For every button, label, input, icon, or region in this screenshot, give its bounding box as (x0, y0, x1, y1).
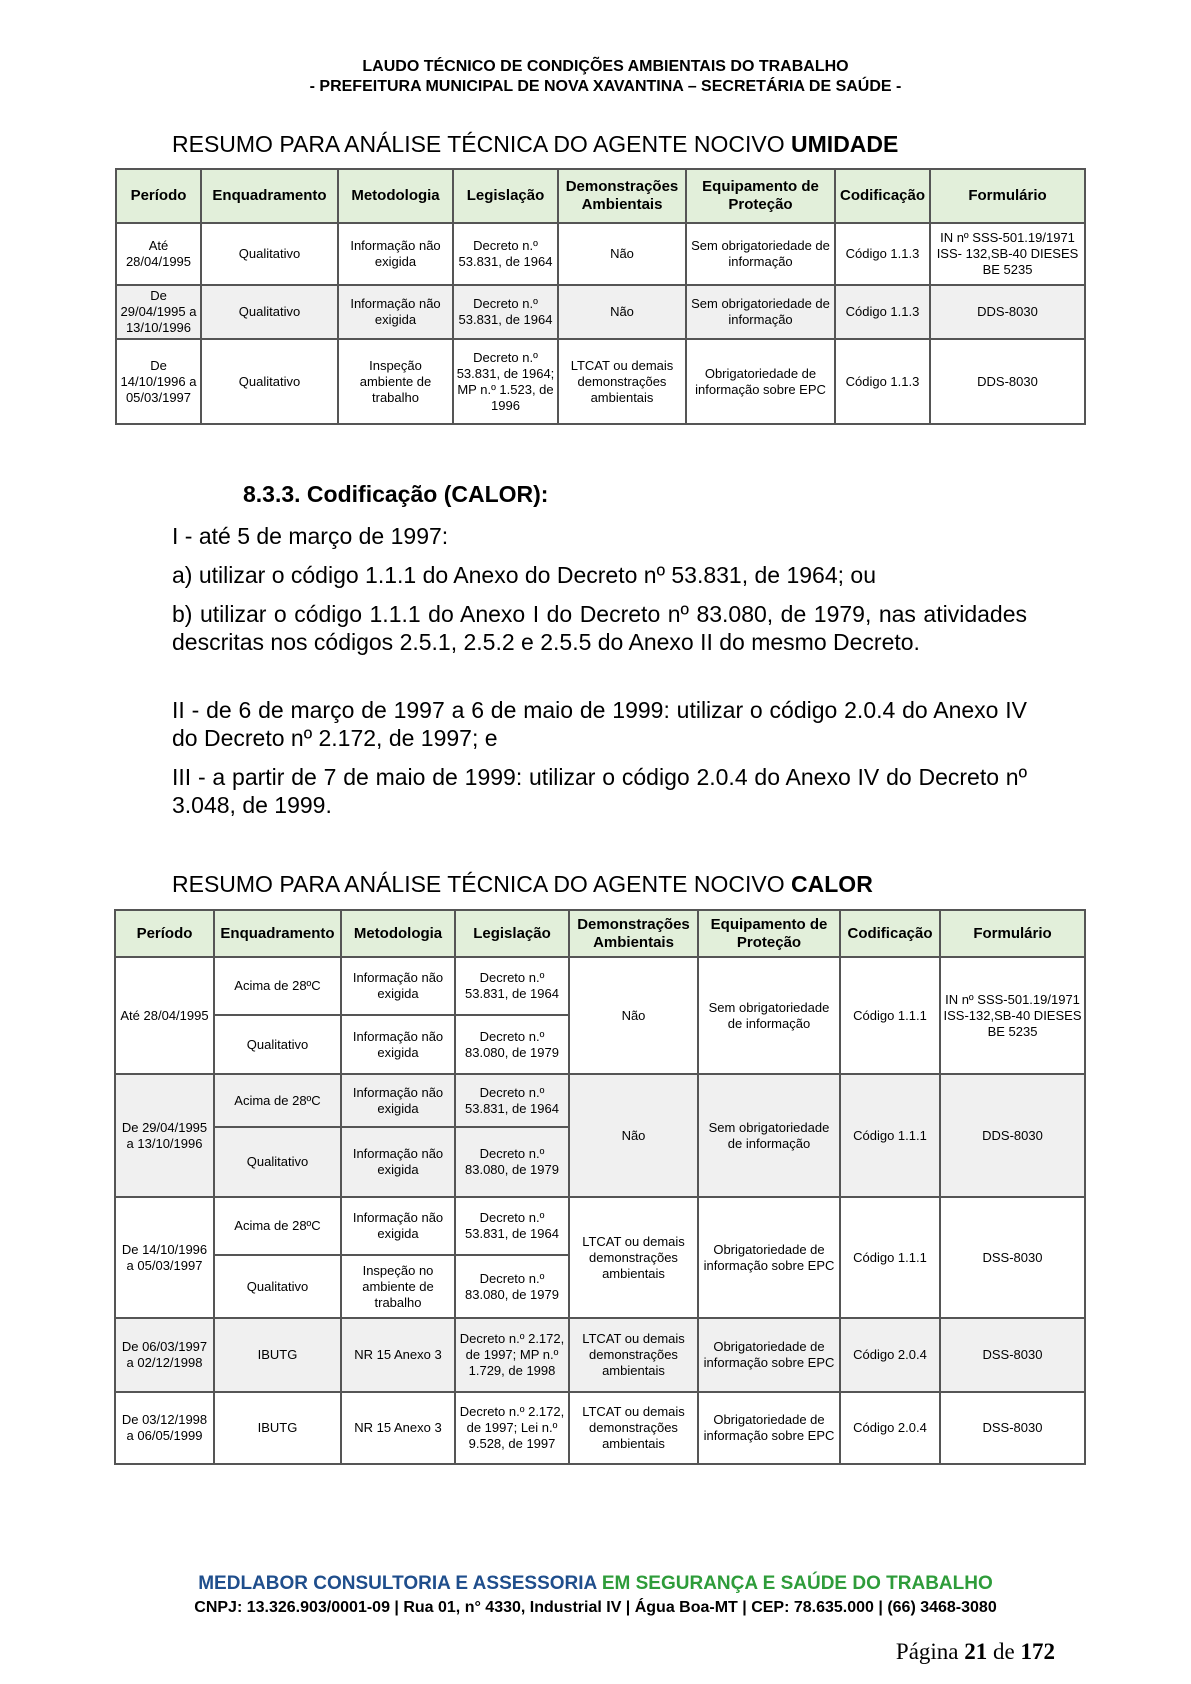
calor-header-cell: Codificação (840, 910, 940, 957)
calor-cell-equipamento: Obrigatoriedade de informação sobre EPC (698, 1392, 840, 1464)
umidade-table (115, 168, 1086, 425)
calor-row (115, 1074, 1085, 1127)
umidade-cell-metodologia: Informação não exigida (338, 285, 453, 339)
calor-cell-metodologia: Inspeção no ambiente de trabalho (341, 1255, 455, 1318)
umidade-cell-codificacao: Código 1.1.3 (835, 223, 930, 285)
calor-cell-metodologia: Informação não exigida (341, 957, 455, 1015)
umidade-row (116, 285, 1085, 339)
umidade-cell-codificacao: Código 1.1.3 (835, 339, 930, 424)
calor-cell-legislacao: Decreto n.º 83.080, de 1979 (455, 1127, 569, 1197)
header-line-1: LAUDO TÉCNICO DE CONDIÇÕES AMBIENTAIS DO TRABALHO (362, 58, 849, 75)
umidade-table-title (172, 130, 898, 158)
umidade-header-cell: Legislação (453, 169, 558, 223)
calor-cell-metodologia: NR 15 Anexo 3 (341, 1318, 455, 1392)
calor-title-agent: CALOR (791, 871, 873, 897)
calor-title-prefix: RESUMO PARA ANÁLISE TÉCNICA DO AGENTE NOCIVO (172, 871, 792, 897)
umidade-cell-periodo: Até 28/04/1995 (116, 223, 201, 285)
umidade-cell-enquadramento: Qualitativo (201, 223, 338, 285)
umidade-cell-equipamento: Sem obrigatoriedade de informação (686, 285, 835, 339)
calor-row (115, 1197, 1085, 1255)
header-line-2: - PREFEITURA MUNICIPAL DE NOVA XAVANTINA – SECRETÁRIA DE SAÚDE - (309, 78, 902, 95)
calor-cell-legislacao: Decreto n.º 83.080, de 1979 (455, 1015, 569, 1074)
footer-company-area: EM SEGURANÇA E SAÚDE DO TRABALHO (601, 1573, 993, 1594)
umidade-title-agent: UMIDADE (791, 131, 899, 157)
calor-cell-codificacao: Código 2.0.4 (840, 1392, 940, 1464)
calor-header-cell: Equipamento de Proteção (698, 910, 840, 957)
calor-cell-metodologia: Informação não exigida (341, 1127, 455, 1197)
calor-cell-enquadramento: Qualitativo (214, 1255, 341, 1318)
footer-company-name: MEDLABOR CONSULTORIA E ASSESSORIA (198, 1573, 602, 1594)
umidade-cell-formulario: IN nº SSS-501.19/1971 ISS- 132,SB-40 DIESES BE 5235 (930, 223, 1085, 285)
calor-cell-legislacao: Decreto n.º 2.172, de 1997; Lei n.º 9.528, de 1997 (455, 1392, 569, 1464)
calor-cell-codificacao: Código 1.1.1 (840, 957, 940, 1074)
umidade-cell-enquadramento: Qualitativo (201, 285, 338, 339)
calor-header-cell: Metodologia (341, 910, 455, 957)
calor-cell-codificacao: Código 1.1.1 (840, 1197, 940, 1318)
calor-cell-demonstracoes: LTCAT ou demais demonstrações ambientais (569, 1197, 698, 1318)
codificacao-paragraph-4: II - de 6 de março de 1997 a 6 de maio de 1999: utilizar o código 2.0.4 do Anexo IV do Decreto nº 2.172, de 1997; e (172, 697, 1027, 751)
calor-header-cell: Formulário (940, 910, 1085, 957)
calor-cell-enquadramento: Qualitativo (214, 1015, 341, 1074)
page-number (896, 1639, 1055, 1665)
calor-header-cell: Período (115, 910, 214, 957)
calor-cell-legislacao: Decreto n.º 53.831, de 1964 (455, 1197, 569, 1255)
calor-cell-metodologia: Informação não exigida (341, 1015, 455, 1074)
calor-table (114, 909, 1086, 1465)
umidade-cell-formulario: DDS-8030 (930, 339, 1085, 424)
codificacao-heading: 8.3.3. Codificação (CALOR): (243, 481, 549, 507)
calor-header-cell: Legislação (455, 910, 569, 957)
calor-row (115, 957, 1085, 1015)
calor-cell-demonstracoes: LTCAT ou demais demonstrações ambientais (569, 1318, 698, 1392)
calor-cell-equipamento: Obrigatoriedade de informação sobre EPC (698, 1197, 840, 1318)
calor-cell-enquadramento: Acima de 28ºC (214, 1197, 341, 1255)
calor-cell-legislacao: Decreto n.º 53.831, de 1964 (455, 1074, 569, 1127)
umidade-header-cell: Demonstrações Ambientais (558, 169, 686, 223)
calor-cell-demonstracoes: Não (569, 1074, 698, 1197)
calor-cell-periodo: De 03/12/1998 a 06/05/1999 (115, 1392, 214, 1464)
calor-table-title (172, 870, 873, 898)
codificacao-paragraph-1: I - até 5 de março de 1997: (172, 523, 449, 549)
calor-cell-codificacao: Código 1.1.1 (840, 1074, 940, 1197)
calor-cell-legislacao: Decreto n.º 2.172, de 1997; MP n.º 1.729, de 1998 (455, 1318, 569, 1392)
calor-row (115, 1318, 1085, 1392)
calor-cell-enquadramento: Qualitativo (214, 1127, 341, 1197)
umidade-cell-equipamento: Obrigatoriedade de informação sobre EPC (686, 339, 835, 424)
umidade-cell-demonstracoes: LTCAT ou demais demonstrações ambientais (558, 339, 686, 424)
umidade-header-cell: Metodologia (338, 169, 453, 223)
umidade-cell-legislacao: Decreto n.º 53.831, de 1964; MP n.º 1.523, de 1996 (453, 339, 558, 424)
umidade-cell-codificacao: Código 1.1.3 (835, 285, 930, 339)
calor-cell-codificacao: Código 2.0.4 (840, 1318, 940, 1392)
umidade-header-cell: Formulário (930, 169, 1085, 223)
page-word: Página (895, 1639, 965, 1664)
umidade-header-cell: Codificação (835, 169, 930, 223)
umidade-title-prefix: RESUMO PARA ANÁLISE TÉCNICA DO AGENTE NOCIVO (172, 131, 792, 157)
calor-cell-legislacao: Decreto n.º 83.080, de 1979 (455, 1255, 569, 1318)
umidade-cell-demonstracoes: Não (558, 285, 686, 339)
calor-cell-enquadramento: IBUTG (214, 1392, 341, 1464)
calor-cell-equipamento: Obrigatoriedade de informação sobre EPC (698, 1318, 840, 1392)
calor-cell-formulario: IN nº SSS-501.19/1971 ISS-132,SB-40 DIESES BE 5235 (940, 957, 1085, 1074)
calor-header-row (115, 910, 1085, 957)
calor-cell-enquadramento: Acima de 28ºC (214, 1074, 341, 1127)
calor-cell-demonstracoes: Não (569, 957, 698, 1074)
calor-cell-formulario: DDS-8030 (940, 1074, 1085, 1197)
footer-address: CNPJ: 13.326.903/0001-09 | Rua 01, n° 4330, Industrial IV | Água Boa-MT | CEP: 78.635.000 | (66) 3468-3080 (194, 1599, 997, 1616)
calor-cell-formulario: DSS-8030 (940, 1197, 1085, 1318)
umidade-cell-enquadramento: Qualitativo (201, 339, 338, 424)
calor-cell-metodologia: Informação não exigida (341, 1074, 455, 1127)
umidade-header-row (116, 169, 1085, 223)
page-of: de (987, 1639, 1021, 1664)
umidade-cell-periodo: De 29/04/1995 a 13/10/1996 (116, 285, 201, 339)
umidade-row (116, 339, 1085, 424)
calor-cell-equipamento: Sem obrigatoriedade de informação (698, 1074, 840, 1197)
page-current: 21 (964, 1639, 988, 1664)
calor-cell-periodo: Até 28/04/1995 (115, 957, 214, 1074)
codificacao-paragraph-5: III - a partir de 7 de maio de 1999: utilizar o código 2.0.4 do Anexo IV do Decreto nº 3.048, de 1999. (172, 764, 1027, 818)
calor-cell-demonstracoes: LTCAT ou demais demonstrações ambientais (569, 1392, 698, 1464)
calor-cell-periodo: De 29/04/1995 a 13/10/1996 (115, 1074, 214, 1197)
footer-company (0, 1572, 1191, 1596)
calor-header-cell: Demonstrações Ambientais (569, 910, 698, 957)
calor-cell-formulario: DSS-8030 (940, 1318, 1085, 1392)
umidade-cell-metodologia: Informação não exigida (338, 223, 453, 285)
calor-cell-periodo: De 06/03/1997 a 02/12/1998 (115, 1318, 214, 1392)
page-total: 172 (1020, 1639, 1055, 1664)
calor-cell-metodologia: NR 15 Anexo 3 (341, 1392, 455, 1464)
calor-cell-enquadramento: IBUTG (214, 1318, 341, 1392)
codificacao-paragraph-2: a) utilizar o código 1.1.1 do Anexo do Decreto nº 53.831, de 1964; ou (172, 562, 877, 588)
umidade-header-cell: Período (116, 169, 201, 223)
umidade-row (116, 223, 1085, 285)
umidade-header-cell: Equipamento de Proteção (686, 169, 835, 223)
umidade-cell-legislacao: Decreto n.º 53.831, de 1964 (453, 285, 558, 339)
umidade-cell-demonstracoes: Não (558, 223, 686, 285)
calor-cell-metodologia: Informação não exigida (341, 1197, 455, 1255)
calor-cell-equipamento: Sem obrigatoriedade de informação (698, 957, 840, 1074)
codificacao-paragraph-3: b) utilizar o código 1.1.1 do Anexo I do Decreto nº 83.080, de 1979, nas atividades descritas nos códigos 2.5.1, 2.5.2 e 2.5.5 do Anexo II do mesmo Decreto. (172, 601, 1027, 655)
umidade-cell-periodo: De 14/10/1996 a 05/03/1997 (116, 339, 201, 424)
calor-cell-periodo: De 14/10/1996 a 05/03/1997 (115, 1197, 214, 1318)
document-header (0, 57, 1191, 97)
umidade-header-cell: Enquadramento (201, 169, 338, 223)
calor-cell-enquadramento: Acima de 28ºC (214, 957, 341, 1015)
umidade-cell-formulario: DDS-8030 (930, 285, 1085, 339)
calor-row (115, 1392, 1085, 1464)
umidade-cell-legislacao: Decreto n.º 53.831, de 1964 (453, 223, 558, 285)
calor-cell-formulario: DSS-8030 (940, 1392, 1085, 1464)
calor-cell-legislacao: Decreto n.º 53.831, de 1964 (455, 957, 569, 1015)
calor-header-cell: Enquadramento (214, 910, 341, 957)
umidade-cell-equipamento: Sem obrigatoriedade de informação (686, 223, 835, 285)
umidade-cell-metodologia: Inspeção ambiente de trabalho (338, 339, 453, 424)
